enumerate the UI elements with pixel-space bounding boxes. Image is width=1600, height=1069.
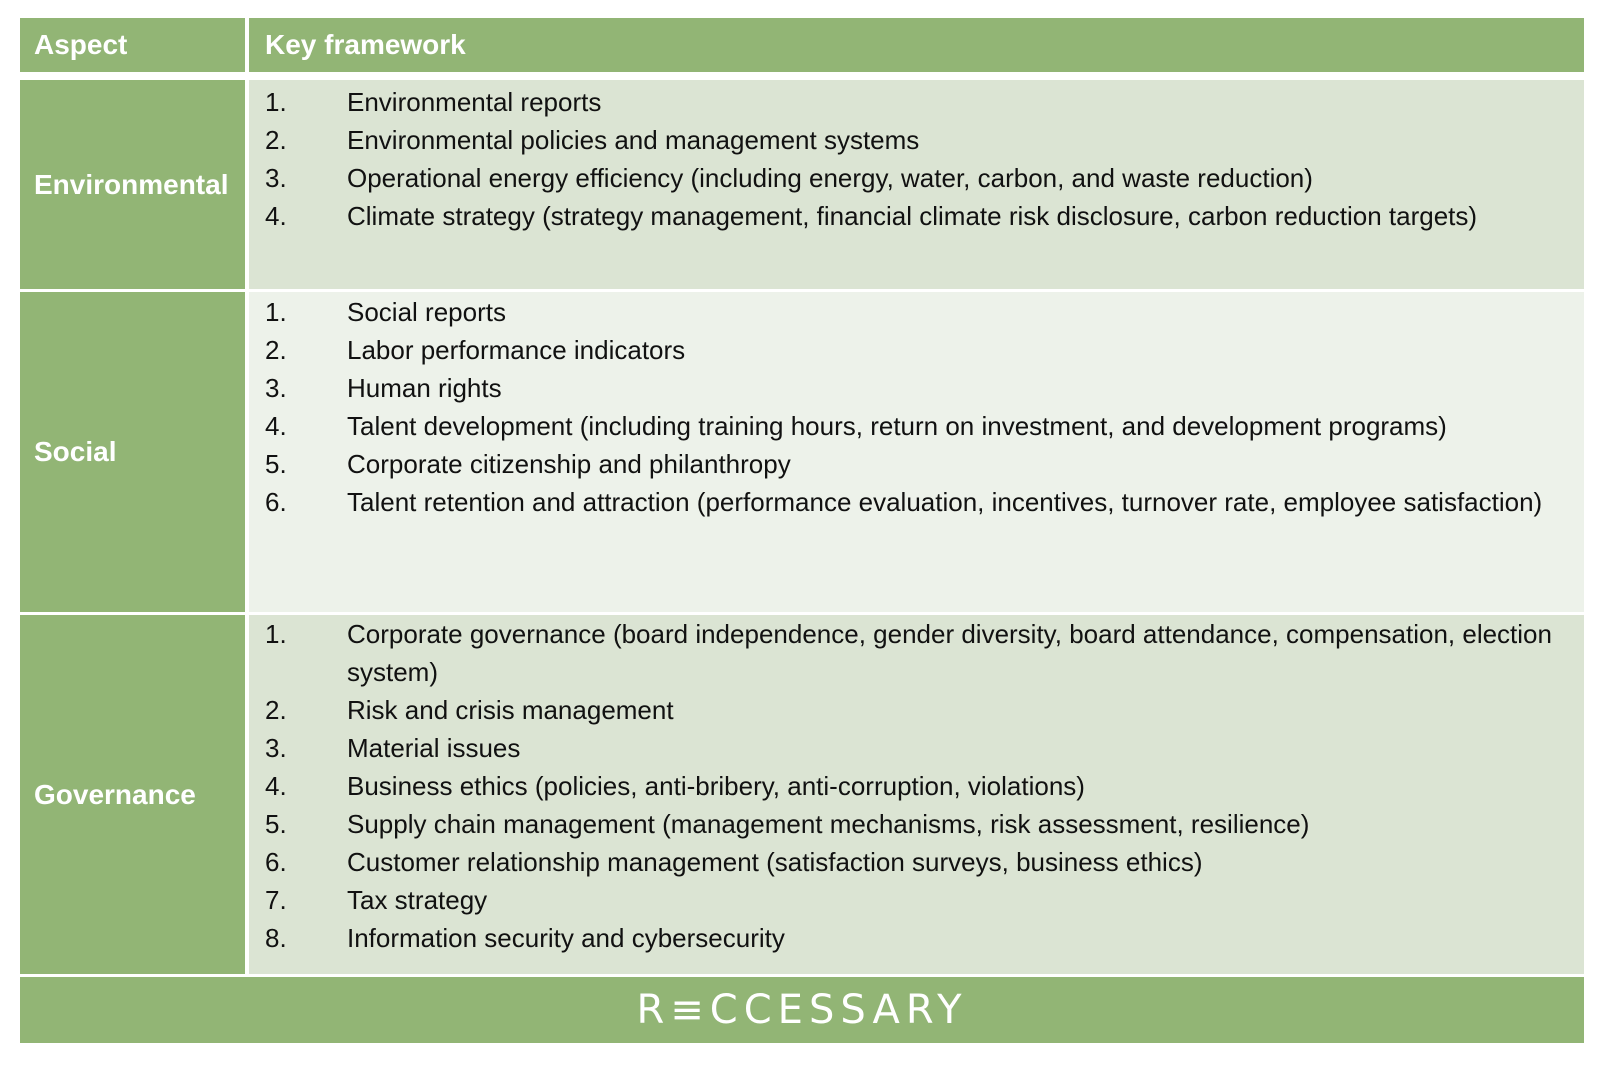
table-footer <box>20 977 1584 1043</box>
aspect-cell-social: Social <box>20 292 249 612</box>
list-item <box>265 293 1564 331</box>
item-text: Talent development (including training hours, return on investment, and development programs) <box>347 411 1447 441</box>
list-item <box>265 445 1564 483</box>
item-number: 4. <box>265 201 287 231</box>
list-item <box>265 121 1564 159</box>
item-number: 5. <box>265 449 287 479</box>
item-text: Operational energy efficiency (including energy, water, carbon, and waste reduction) <box>347 163 1313 193</box>
list-item <box>265 197 1564 235</box>
item-text: Business ethics (policies, anti-bribery, anti-corruption, violations) <box>347 771 1085 801</box>
framework-cell-social <box>249 292 1584 612</box>
item-number: 3. <box>265 373 287 403</box>
item-number: 5. <box>265 809 287 839</box>
aspect-column-header: Aspect <box>20 18 249 72</box>
framework-cell-environmental <box>249 80 1584 289</box>
item-text: Corporate governance (board independence, gender diversity, board attendance, compensation, election system) <box>347 619 1552 687</box>
item-text: Customer relationship management (satisfaction surveys, business ethics) <box>347 847 1203 877</box>
esg-framework-table <box>20 18 1584 1043</box>
list-item <box>265 805 1564 843</box>
list-item <box>265 483 1564 521</box>
item-number: 7. <box>265 885 287 915</box>
list-item <box>265 615 1564 691</box>
list-item <box>265 881 1564 919</box>
table-row-social <box>20 292 1584 615</box>
framework-list-governance <box>265 615 1564 957</box>
item-text: Climate strategy (strategy management, financial climate risk disclosure, carbon reduction targets) <box>347 201 1478 231</box>
item-text: Corporate citizenship and philanthropy <box>347 449 791 479</box>
item-number: 1. <box>265 297 287 327</box>
list-item <box>265 407 1564 445</box>
item-text: Information security and cybersecurity <box>347 923 785 953</box>
item-number: 4. <box>265 771 287 801</box>
framework-cell-governance <box>249 615 1584 974</box>
list-item <box>265 369 1564 407</box>
item-number: 6. <box>265 847 287 877</box>
framework-column-header: Key framework <box>249 18 1584 72</box>
list-item <box>265 767 1564 805</box>
table-row-governance <box>20 615 1584 977</box>
list-item <box>265 159 1564 197</box>
item-number: 4. <box>265 411 287 441</box>
item-number: 6. <box>265 487 287 517</box>
item-number: 2. <box>265 695 287 725</box>
list-item <box>265 331 1564 369</box>
list-item <box>265 691 1564 729</box>
brand-logo: R≡CCESSARY <box>636 987 968 1033</box>
item-number: 3. <box>265 163 287 193</box>
aspect-cell-environmental: Environmental <box>20 80 249 289</box>
item-number: 2. <box>265 335 287 365</box>
item-text: Environmental policies and management systems <box>347 125 920 155</box>
aspect-cell-governance: Governance <box>20 615 249 974</box>
item-text: Labor performance indicators <box>347 335 686 365</box>
list-item <box>265 843 1564 881</box>
framework-list-environmental <box>265 83 1564 235</box>
list-item <box>265 919 1564 957</box>
framework-list-social <box>265 293 1564 521</box>
item-text: Talent retention and attraction (performance evaluation, incentives, turnover rate, employee satisfaction) <box>347 487 1543 517</box>
item-number: 1. <box>265 619 287 649</box>
item-text: Social reports <box>347 297 506 327</box>
item-text: Supply chain management (management mechanisms, risk assessment, resilience) <box>347 809 1310 839</box>
table-row-environmental <box>20 80 1584 292</box>
item-text: Risk and crisis management <box>347 695 674 725</box>
item-number: 8. <box>265 923 287 953</box>
item-number: 1. <box>265 87 287 117</box>
item-text: Material issues <box>347 733 521 763</box>
table-header-row <box>20 18 1584 80</box>
item-text: Human rights <box>347 373 502 403</box>
item-text: Environmental reports <box>347 87 602 117</box>
item-number: 2. <box>265 125 287 155</box>
item-text: Tax strategy <box>347 885 488 915</box>
list-item <box>265 729 1564 767</box>
item-number: 3. <box>265 733 287 763</box>
list-item <box>265 83 1564 121</box>
